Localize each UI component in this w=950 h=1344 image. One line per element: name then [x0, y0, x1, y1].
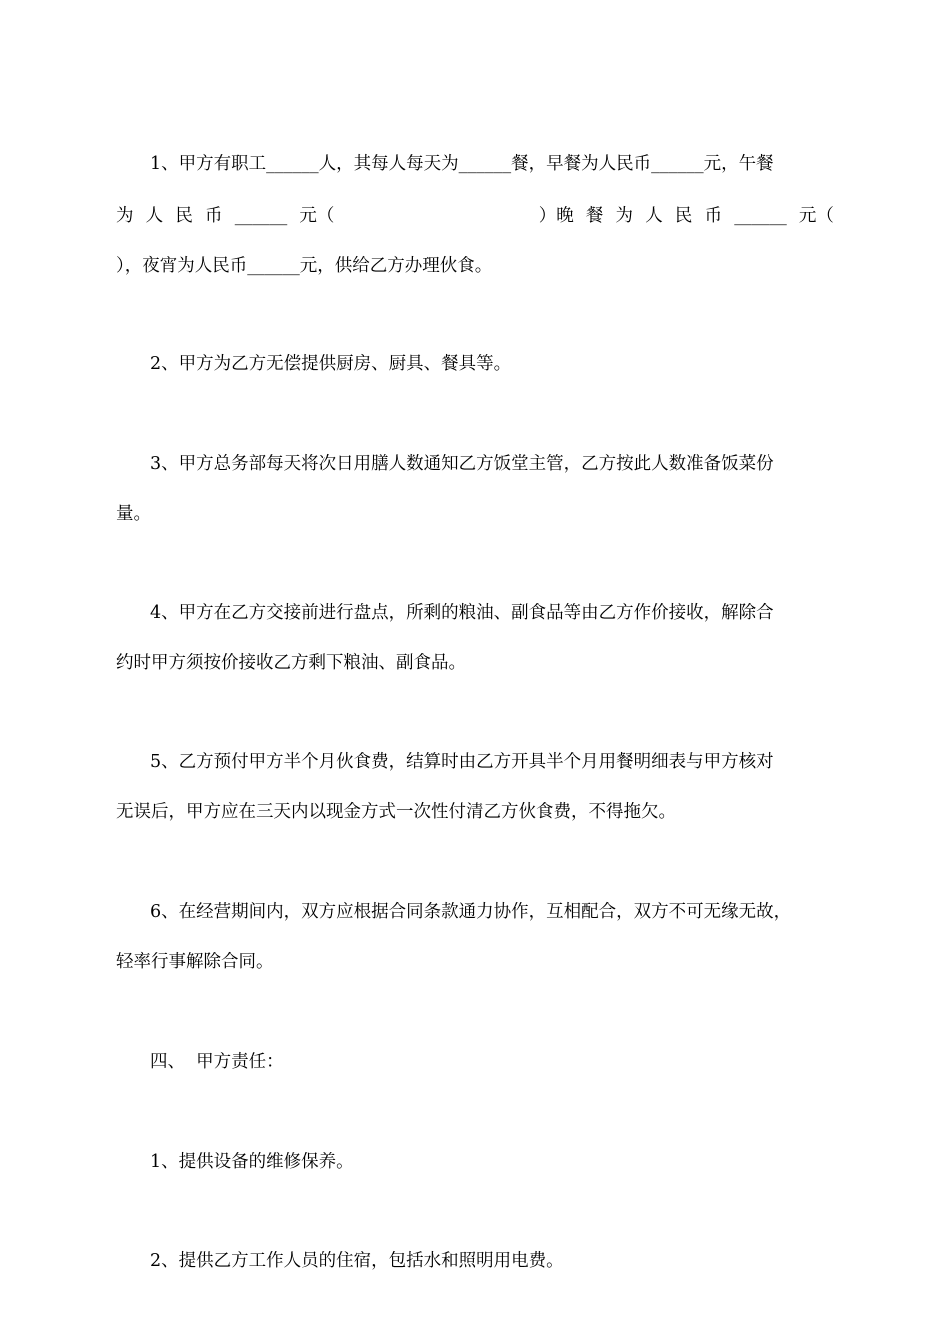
text-fragment: 为 [116, 206, 134, 226]
paragraph-3-line-2: 量。 [116, 504, 151, 524]
paragraph-1-line-2 [116, 204, 834, 228]
text-fragment: 元（ [798, 206, 834, 226]
text-fragment: 币 [704, 206, 723, 226]
paragraph-5-line-2: 无误后，甲方应在三天内以现金方式一次性付清乙方伙食费，不得拖欠。 [116, 802, 676, 822]
paragraph-1-line-3: ），夜宵为人民币______元，供给乙方办理伙食。 [116, 256, 493, 276]
paragraph-3-line-1: 3、甲方总务部每天将次日用膳人数通知乙方饭堂主管，乙方按此人数准备饭菜份 [150, 454, 774, 474]
text-fragment: 币 [205, 206, 223, 226]
blank-space [347, 204, 527, 228]
section-4-item-2: 2、提供乙方工作人员的住宿，包括水和照明用电费。 [150, 1251, 564, 1271]
text-fragment: 为 [615, 206, 634, 226]
paragraph-2-line-1: 2、甲方为乙方无偿提供厨房、厨具、餐具等。 [150, 354, 512, 374]
text-fragment: 民 [175, 206, 193, 226]
blank-underline: ______ [734, 206, 787, 226]
text-fragment: 餐 [585, 206, 604, 226]
section-4-heading: 四、 甲方责任： [150, 1052, 284, 1072]
paragraph-4-line-2: 约时甲方须按价接收乙方剩下粮油、副食品。 [116, 653, 466, 673]
paragraph-1-line-1: 1、甲方有职工______人，其每人每天为______餐，早餐为人民币______元，午餐 [150, 154, 774, 174]
section-4-item-1: 1、提供设备的维修保养。 [150, 1152, 354, 1172]
text-fragment: ）晚 [538, 206, 574, 226]
text-fragment: 人 [145, 206, 164, 226]
paragraph-5-line-1: 5、乙方预付甲方半个月伙食费，结算时由乙方开具半个月用餐明细表与甲方核对 [150, 752, 774, 772]
paragraph-6-line-2: 轻率行事解除合同。 [116, 952, 274, 972]
text-fragment: 民 [674, 206, 693, 226]
paragraph-4-line-1: 4、甲方在乙方交接前进行盘点，所剩的粮油、副食品等由乙方作价接收，解除合 [150, 603, 774, 623]
paragraph-6-line-1: 6、在经营期间内，双方应根据合同条款通力协作，互相配合，双方不可无缘无故， [150, 902, 792, 922]
text-fragment: 人 [645, 206, 663, 226]
blank-underline: ______ [234, 206, 288, 226]
text-fragment: 元（ [299, 206, 335, 226]
